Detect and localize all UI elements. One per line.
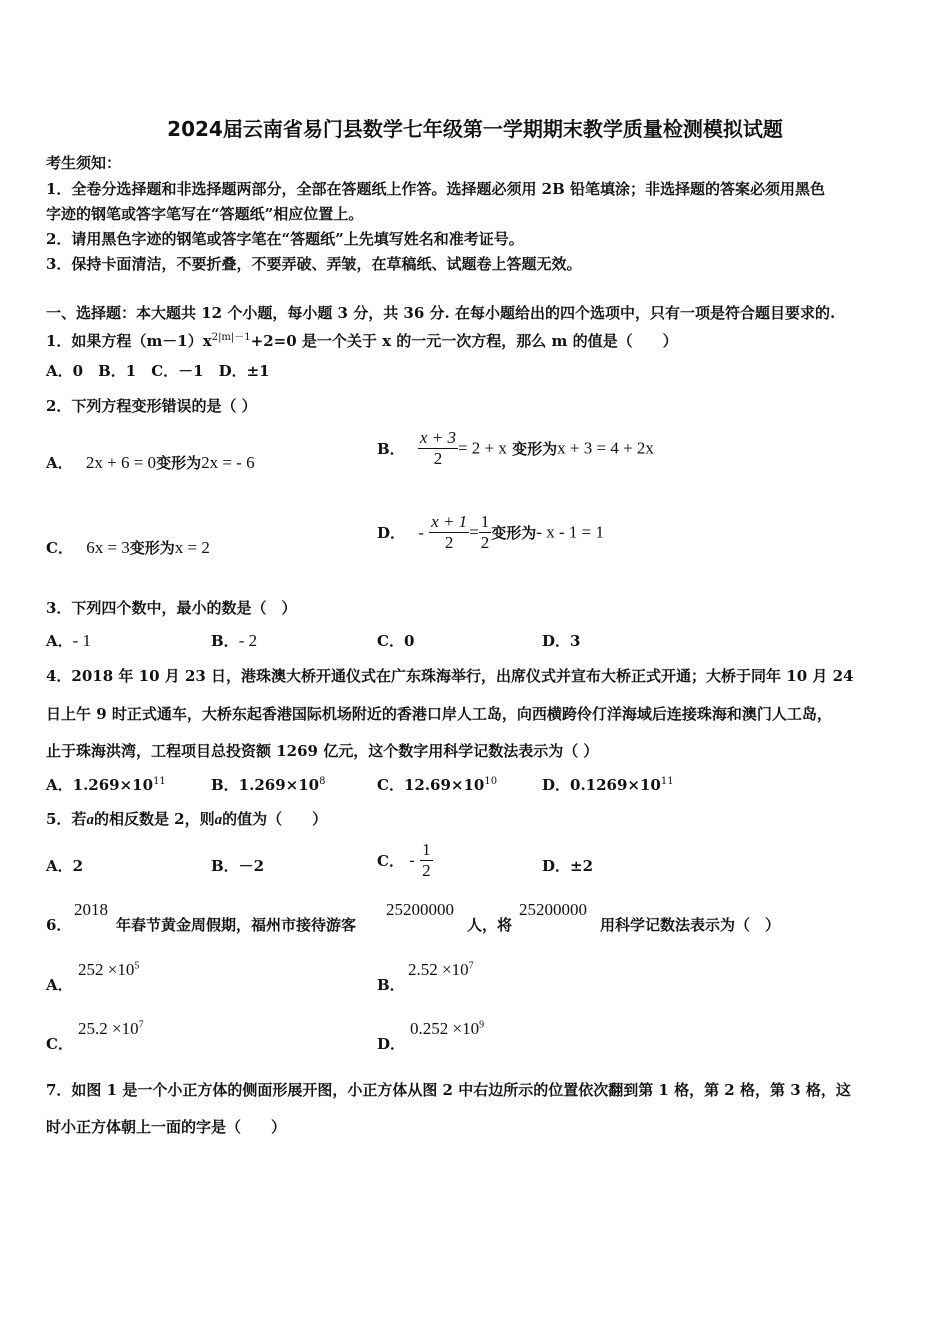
q2-d-eq2: - x - 1 = 1 <box>536 522 604 542</box>
q3-option-d: D．3 <box>542 632 581 650</box>
q6-c-label: C． <box>46 1035 73 1053</box>
q1-stem-part-a: 1．如果方程（m－1）x <box>46 332 212 350</box>
q6-value-2: 25200000 <box>519 900 587 919</box>
q6-a-base: 252 ×10 <box>78 960 135 979</box>
q6-a-label: A． <box>46 976 73 994</box>
question-7-line-2: 时小正方体朝上一面的字是（ ） <box>46 1118 287 1136</box>
q4-c-exponent: 10 <box>484 776 498 787</box>
q2-option-a <box>46 452 255 473</box>
q4-c-base: C．12.69×10 <box>377 776 485 794</box>
q5-variable-2: a <box>214 812 223 828</box>
section-heading: 一、选择题：本大题共 12 个小题，每小题 3 分，共 36 分. 在每小题给出的四个选项中，只有一项是符合题目要求的. <box>46 304 836 322</box>
q2-b-denominator: 2 <box>433 449 443 468</box>
q5-option-c <box>377 840 433 881</box>
q2-d-fraction-left <box>429 512 469 553</box>
q6-option-d <box>410 1019 484 1039</box>
question-2-stem: 2．下列方程变形错误的是（ ） <box>46 397 257 415</box>
q4-option-b <box>211 774 325 795</box>
page-title: 2024届云南省易门县数学七年级第一学期期末教学质量检测模拟试题 <box>167 117 783 141</box>
q2-d-minus: - <box>418 522 424 542</box>
question-5-stem <box>46 808 327 829</box>
q1-exponent: 2|m|－1 <box>211 332 251 343</box>
q2-d-equals: = <box>469 522 479 542</box>
q6-d-label: D． <box>377 1035 406 1053</box>
question-4-line-2: 日上午 9 时正式通车，大桥东起香港国际机场附近的香港口岸人工岛，向西横跨伶仃洋海域后连接珠海和澳门人工岛， <box>46 705 832 723</box>
q2-a-eq2: 2x = - 6 <box>201 453 255 472</box>
q5-c-minus: - <box>409 850 415 870</box>
q6-value-1: 25200000 <box>386 900 454 919</box>
q6-c-exponent: 7 <box>138 1019 144 1031</box>
notice-heading: 考生须知： <box>46 154 122 172</box>
q6-b-exponent: 7 <box>468 960 474 972</box>
q4-option-a <box>46 774 166 795</box>
q5-option-a: A．2 <box>46 857 84 875</box>
q2-d-right-denominator: 2 <box>480 533 490 552</box>
q4-b-exponent: 8 <box>319 776 326 787</box>
q2-a-eq1: 2x + 6 = 0 <box>85 453 157 472</box>
q3-option-c: C．0 <box>377 632 415 650</box>
question-4-line-1: 4．2018 年 10 月 23 日，港珠澳大桥开通仪式在广东珠海举行，出席仪式并宣布大桥正式开通；大桥于同年 10 月 24 <box>46 667 854 685</box>
q2-d-label: D． <box>377 524 406 542</box>
q5-c-numerator: 1 <box>422 840 431 859</box>
q6-year: 2018 <box>74 900 108 919</box>
q2-c-eq1: 6x = 3 <box>86 538 130 557</box>
q2-c-eq2: x = 2 <box>174 538 210 557</box>
q2-c-label: C． <box>46 539 73 557</box>
q6-text-2: 人，将 <box>467 916 513 934</box>
q6-option-c <box>78 1019 144 1039</box>
q6-d-base: 0.252 ×10 <box>410 1019 480 1038</box>
q5-stem-part-c: 的值为（ ） <box>222 810 328 828</box>
q6-text-3: 用科学记数法表示为（ ） <box>600 916 781 934</box>
q2-d-denominator: 2 <box>444 533 454 552</box>
q2-b-fraction <box>418 428 458 469</box>
q2-d-fraction-right <box>479 512 492 553</box>
q2-option-c <box>46 537 210 558</box>
q3-option-a <box>46 630 91 651</box>
q5-variable-1: a <box>86 812 94 828</box>
q4-option-c <box>377 774 497 795</box>
question-4-line-3: 止于珠海洪湾，工程项目总投资额 1269 亿元，这个数字用科学记数法表示为（ ） <box>46 742 599 760</box>
q6-d-exponent: 9 <box>479 1019 485 1031</box>
q4-d-exponent: 11 <box>660 776 674 787</box>
q5-c-denominator: 2 <box>422 861 431 880</box>
notice-item-1a: 1．全卷分选择题和非选择题两部分，全部在答题纸上作答。选择题必须用 2B 铅笔填涂；非选择题的答案必须用黑色 <box>46 180 826 198</box>
q4-option-d <box>542 774 674 795</box>
q2-option-d <box>377 512 604 553</box>
q3-a-label: A． <box>46 632 73 650</box>
q4-a-base: A．1.269×10 <box>46 776 154 794</box>
q2-c-text: 变形为 <box>129 539 175 557</box>
notice-item-3: 3．保持卡面清洁，不要折叠，不要弄破、弄皱，在草稿纸、试题卷上答题无效。 <box>46 255 582 273</box>
question-7-line-1: 7．如图 1 是一个小正方体的侧面形展开图，小正方体从图 2 中右边所示的位置依次翻到第 1 格，第 2 格，第 3 格，这 <box>46 1081 851 1099</box>
q5-stem-part-b: 的相反数是 2，则 <box>93 810 215 828</box>
q3-b-value: - 2 <box>238 631 258 650</box>
q1-stem-part-b: +2=0 是一个关于 x 的一元一次方程，那么 m 的值是（ ） <box>250 332 678 350</box>
q5-option-d: D．±2 <box>542 857 594 875</box>
q6-b-label: B． <box>377 976 405 994</box>
q3-b-label: B． <box>211 632 239 650</box>
q2-b-numerator: x + 3 <box>419 428 456 447</box>
q5-c-label: C． <box>377 852 404 870</box>
q3-option-b <box>211 630 257 651</box>
q5-c-fraction <box>420 840 433 881</box>
q6-number: 6． <box>46 916 72 934</box>
q2-d-numerator: x + 1 <box>431 512 468 531</box>
q4-b-base: B．1.269×10 <box>211 776 320 794</box>
q3-a-value: - 1 <box>72 631 92 650</box>
q5-option-b: B．－2 <box>211 857 265 875</box>
question-3-stem: 3．下列四个数中，最小的数是（ ） <box>46 599 297 617</box>
q2-b-text: 变形为 <box>512 440 558 458</box>
notice-item-1b: 字迹的钢笔或答字笔写在“答题纸”相应位置上。 <box>46 205 364 223</box>
q2-b-rest: = 2 + x <box>457 438 507 458</box>
q2-a-text: 变形为 <box>156 454 202 472</box>
notice-item-2: 2．请用黑色字迹的钢笔或答字笔在“答题纸”上先填写姓名和准考证号。 <box>46 230 524 248</box>
q6-c-base: 25.2 ×10 <box>78 1019 139 1038</box>
q2-d-right-numerator: 1 <box>480 512 490 531</box>
q4-a-exponent: 11 <box>153 776 166 787</box>
q2-b-eq2: x + 3 = 4 + 2x <box>557 438 654 458</box>
q2-b-label: B． <box>377 440 405 458</box>
q6-a-exponent: 5 <box>134 960 140 972</box>
q4-d-base: D．0.1269×10 <box>542 776 661 794</box>
q2-d-text: 变形为 <box>491 524 537 542</box>
q6-option-b <box>408 960 474 980</box>
q2-a-label: A． <box>46 454 73 472</box>
question-1-options: A．0 B．1 C．－1 D．±1 <box>46 362 270 380</box>
question-1-stem <box>46 328 678 351</box>
q6-option-a <box>78 960 139 980</box>
q5-stem-part-a: 5．若 <box>46 810 87 828</box>
q6-b-base: 2.52 ×10 <box>408 960 469 979</box>
q2-option-b <box>377 428 654 469</box>
q6-text-1: 年春节黄金周假期，福州市接待游客 <box>116 916 357 934</box>
